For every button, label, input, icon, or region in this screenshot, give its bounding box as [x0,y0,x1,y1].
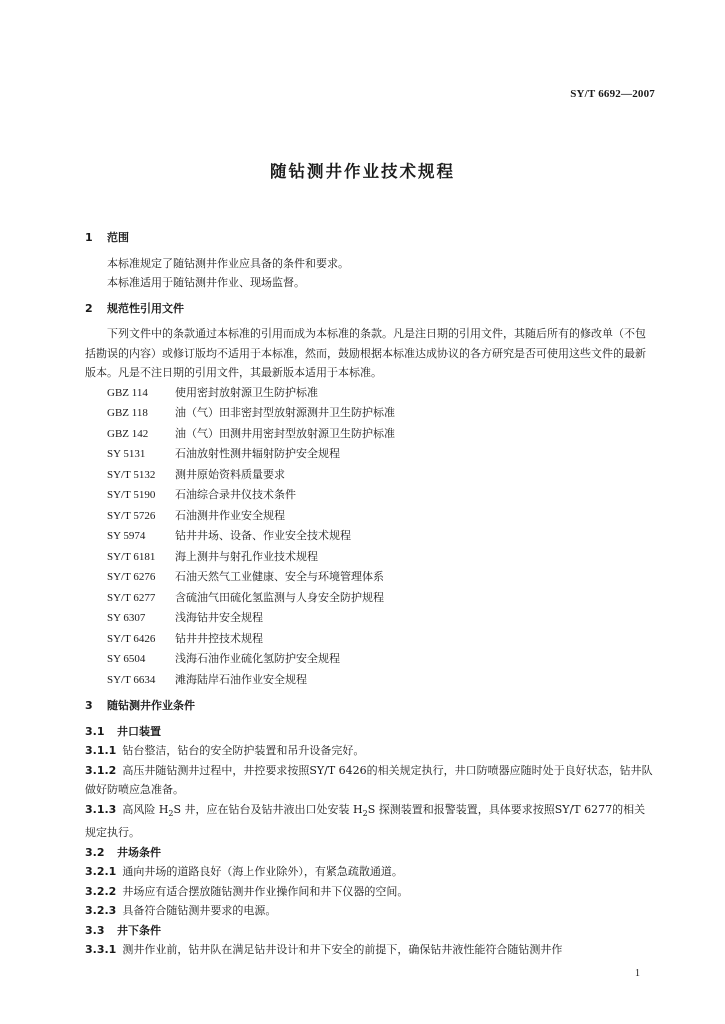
reference-item: SY/T 6276 石油天然气工业健康、安全与环境管理体系 [107,570,384,583]
document-body [85,228,655,960]
reference-item: SY 5974 钻井井场、设备、作业安全技术规程 [107,529,351,542]
clause-item: 3.2.1 通向井场的道路良好（海上作业除外），有紧急疏散通道。 [85,865,403,879]
clause-item: 3.2.3 具备符合随钻测井要求的电源。 [85,904,277,918]
section-title: 规范性引用文件 [107,301,184,315]
reference-item: SY 5131 石油放射性测井辐射防护安全规程 [107,447,340,460]
clause-item: 3.3.1 测井作业前，钻井队在满足钻井设计和井下安全的前提下，确保钻井液性能符合随钻测井作 [85,943,563,957]
section-number: 2 [85,301,93,315]
clause-item: 3.2.2 井场应有适合摆放随钻测井作业操作间和井下仪器的空间。 [85,884,409,898]
clause-item: 3.1.2 高压井随钻测井过程中，井控要求按照SY/T 6426的相关规定执行，井口防喷器应随时处于良好状态，钻井队做好防喷应急准备。 [85,763,653,796]
page-number: 1 [635,968,640,979]
section-title: 随钻测井作业条件 [107,699,195,712]
paragraph: 下列文件中的条款通过本标准的引用而成为本标准的条款。凡是注日期的引用文件，其随后所有的修改单（不包括勘误的内容）或修订版均不适用于本标准，然而，鼓励根据本标准达成协议的各方研究是否可使用这些文件的最新版本。凡是不注日期的引用文件，其最新版本适用于本标准。 [85,327,646,379]
reference-list [85,383,655,691]
reference-item: SY 6307 浅海钻井安全规程 [107,611,263,624]
section-number: 1 [85,231,93,244]
paragraph: 本标准适用于随钻测井作业、现场监督。 [107,276,305,289]
reference-item: GBZ 118 油（气）田非密封型放射源测井卫生防护标准 [107,406,395,419]
reference-item: SY/T 6634 滩海陆岸石油作业安全规程 [107,672,307,686]
reference-item: SY/T 6426 钻井井控技术规程 [107,631,263,645]
section-1-heading [85,228,655,248]
subsection-3-3-heading: 3.3 井下条件 [85,923,161,937]
subsection-3-1-heading: 3.1 井口装置 [85,724,161,738]
paragraph: 本标准规定了随钻测井作业应具备的条件和要求。 [107,256,349,270]
reference-item: SY/T 5132 测井原始资料质量要求 [107,467,285,481]
reference-item: SY/T 5726 石油测井作业安全规程 [107,508,285,522]
section-3-heading [85,696,655,716]
reference-item: SY/T 5190 石油综合录井仪技术条件 [107,488,296,501]
reference-item: SY/T 6277 含硫油气田硫化氢监测与人身安全防护规程 [107,590,384,604]
section-title: 范围 [107,231,129,244]
section-2-heading [85,299,655,319]
subsection-3-2-heading: 3.2 井场条件 [85,845,161,859]
reference-item: SY 6504 浅海石油作业硫化氢防护安全规程 [107,652,340,665]
clause-item: 3.1.3 高风险 $H_2S$ 井，应在钻台及钻井液出口处安装 $H_2S$ 探测装置和报警装置，具体要求按照SY/T 6277的相关规定执行。 [85,802,646,840]
clause-item: 3.1.1 钻台整洁，钻台的安全防护装置和吊升设备完好。 [85,744,365,757]
reference-item: SY/T 6181 海上测井与射孔作业技术规程 [107,549,318,563]
reference-item: GBZ 142 油（气）田测井用密封型放射源卫生防护标准 [107,426,395,440]
reference-item: GBZ 114 使用密封放射源卫生防护标准 [107,385,318,399]
standard-code: SY/T 6692—2007 [570,88,655,100]
document-title: 随钻测井作业技术规程 [270,162,455,181]
section-number: 3 [85,699,93,712]
